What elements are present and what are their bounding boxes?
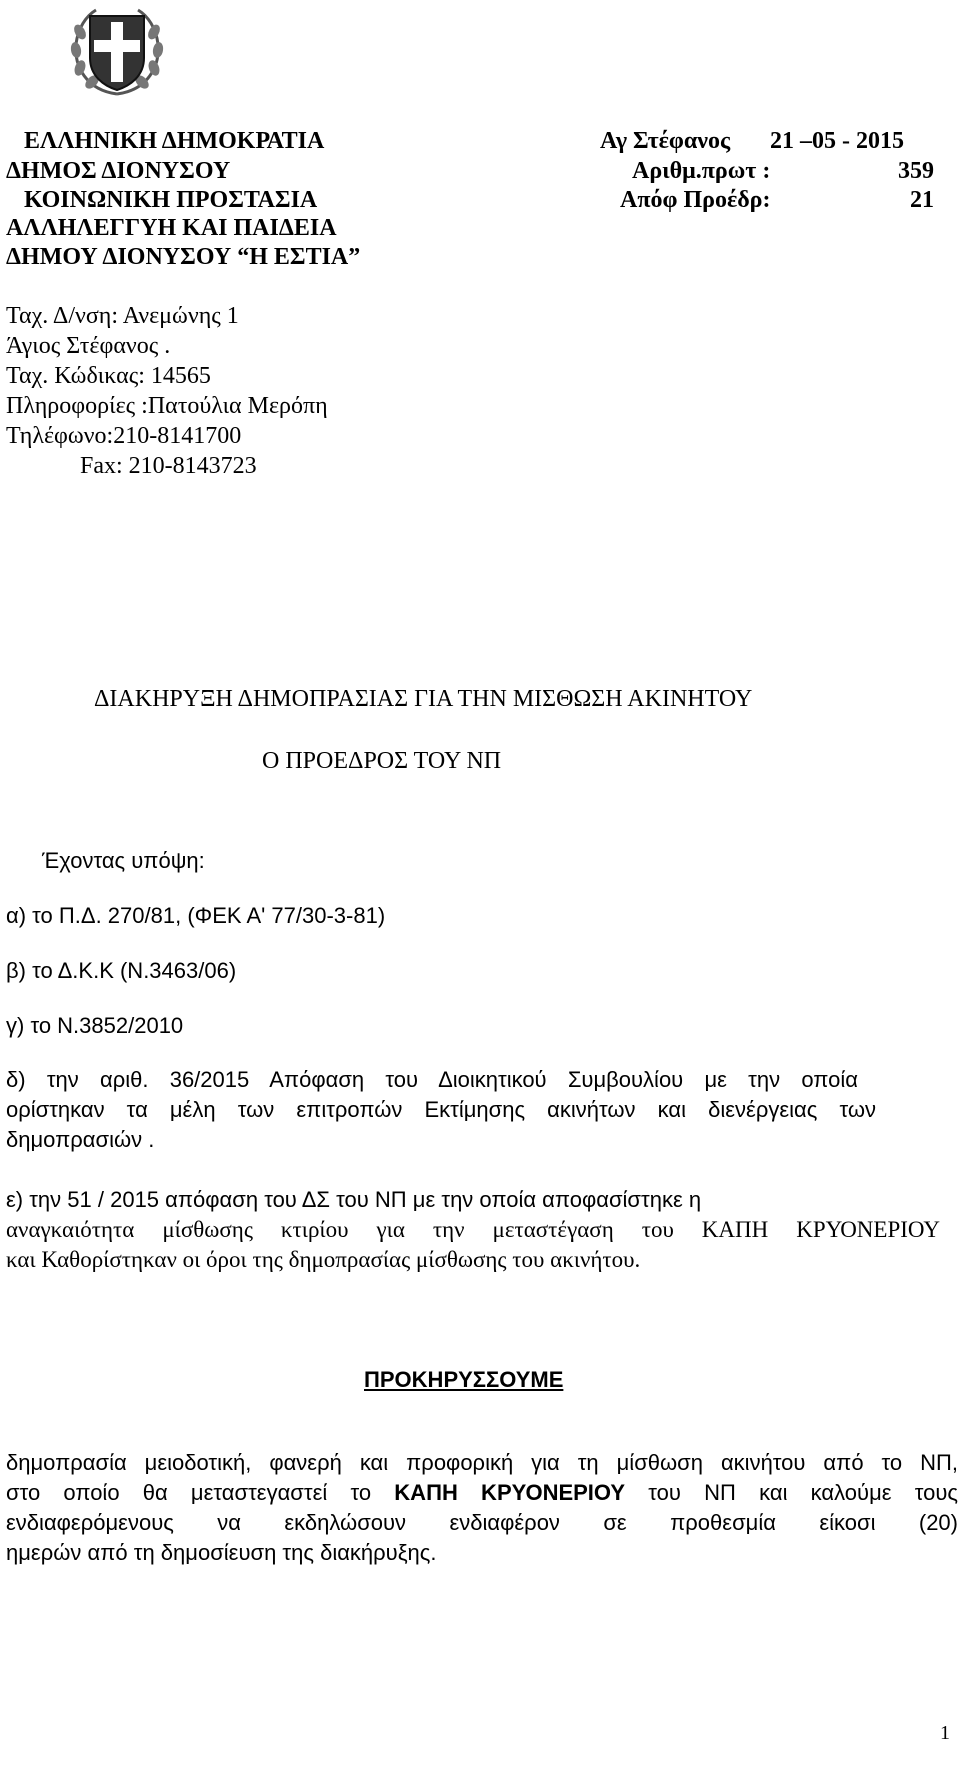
list-item-d-line1: δ) την αριθ. 36/2015 Απόφαση του Διοικητικού Συμβουλίου με την οποία [6,1067,858,1092]
address-phone: Τηλέφωνο:210-8141700 [6,423,242,449]
document-title: ΔΙΑΚΗΡΥΞΗ ΔΗΜΟΠΡΑΣΙΑΣ ΓΙΑ ΤΗΝ ΜΙΣΘΩΣΗ ΑΚΙΝΗΤΟΥ [94,686,753,712]
address-city: Άγιος Στέφανος . [6,333,171,359]
list-item-e-line2: αναγκαιότητα μίσθωσης κτιρίου για την μεταστέγαση του ΚΑΠΗ ΚΡΥΟΝΕΡΙΟΥ [6,1217,940,1242]
list-item-c: γ) το Ν.3852/2010 [6,1013,184,1038]
document-subtitle: Ο ΠΡΟΕΔΡΟΣ ΤΟΥ ΝΠ [262,748,502,774]
decision-number: 21 [910,187,934,213]
list-item-b: β) το Δ.Κ.Κ (Ν.3463/06) [6,958,237,983]
document-date: 21 –05 - 2015 [770,128,904,154]
protocol-number: 359 [898,158,934,184]
final-paragraph-line1: δημοπρασία μειοδοτική, φανερή και προφορική για τη μίσθωση ακινήτου από το ΝΠ, [6,1450,958,1475]
greek-coat-of-arms-emblem [68,2,166,102]
address-info-contact: Πληροφορίες :Πατούλια Μερόπη [6,393,328,419]
list-item-a: α) το Π.Δ. 270/81, (ΦΕΚ Α' 77/30-3-81) [6,903,386,928]
final-paragraph-line3: ενδιαφερόμενους να εκδηλώσουν ενδιαφέρον σε προθεσμία είκοσι (20) [6,1510,958,1535]
final-line2-pre: στο οποίο θα μεταστεγαστεί το [6,1480,395,1505]
header-entity-line: ΔΗΜΟΥ ΔΙΟΝΥΣΟΥ “Η ΕΣΤΙΑ” [6,244,361,270]
header-department-line: ΑΛΛΗΛΕΓΓΥΗ ΚΑΙ ΠΑΙΔΕΙΑ [6,215,337,241]
final-paragraph-line2 [6,1478,958,1508]
considering-heading: Έχοντας υπόψη: [42,848,205,873]
list-item-d-line2: ορίστηκαν τα μέλη των επιτροπών Εκτίμησης ακινήτων και διενέργειας των [6,1097,876,1122]
address-postcode: Ταχ. Κώδικας: 14565 [6,363,211,389]
final-line2-post: του ΝΠ και καλούμε τους [625,1480,959,1505]
place-label: Αγ Στέφανος [600,128,731,154]
proclaim-heading: ΠΡΟΚΗΡΥΣΣΟΥΜΕ [364,1367,564,1392]
final-paragraph-line4: ημερών από τη δημοσίευση της διακήρυξης. [6,1540,437,1565]
decision-label: Απόφ Προέδρ: [620,187,771,213]
list-item-e-line3: και Καθορίστηκαν οι όροι της δημοπρασίας μίσθωσης του ακινήτου. [6,1247,641,1272]
address-street: Ταχ. Δ/νση: Ανεμώνης 1 [6,303,239,329]
list-item-d-line3: δημοπρασιών . [6,1127,155,1152]
final-line2-bold: ΚΑΠΗ ΚΡΥΟΝΕΡΙΟΥ [394,1480,626,1505]
address-fax: Fax: 210-8143723 [80,453,257,479]
protocol-label: Αριθμ.πρωτ : [632,158,771,184]
list-item-e-line1: ε) την 51 / 2015 απόφαση του ΔΣ του ΝΠ με την οποία αποφασίστηκε η [6,1187,702,1212]
header-state-line: ΕΛΛΗΝΙΚΗ ΔΗΜΟΚΡΑΤΙΑ [24,128,325,154]
page-number: 1 [940,1722,950,1744]
header-service-line: ΚΟΙΝΩΝΙΚΗ ΠΡΟΣΤΑΣΙΑ [24,187,318,213]
header-municipality-line: ΔΗΜΟΣ ΔΙΟΝΥΣΟΥ [6,158,231,184]
